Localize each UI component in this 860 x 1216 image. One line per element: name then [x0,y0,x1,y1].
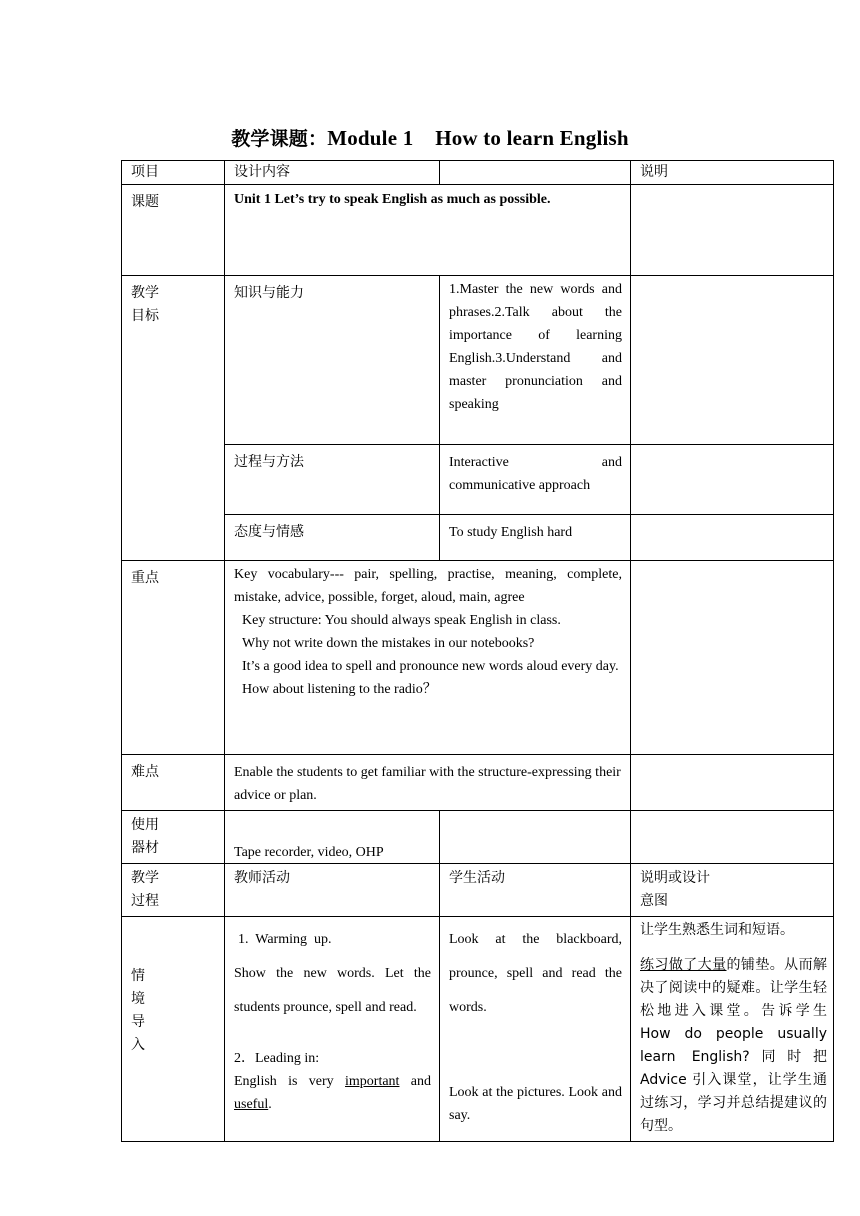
intro-teacher-activity [225,917,440,1142]
warming-up-step: 1. Warming up. [238,932,332,947]
header-note: 说明 [631,161,834,185]
process-method-text: Interactive and communicative approach [440,445,631,515]
intro-label [122,917,225,1142]
intro-char-3: 导 [131,1013,145,1030]
attitude-text: To study English hard [440,515,631,561]
goals-label-2: 目标 [131,308,159,324]
header-item: 项目 [122,161,225,185]
key-points-note [631,561,834,755]
key-vocabulary: Key vocabulary--- pair, spelling, practise, meaning, complete, mistake, advice, possible, forget, aloud, main, agree [234,567,622,605]
topic-row [122,185,834,276]
word-useful: useful [234,1097,269,1112]
intro-note-body [640,957,827,1134]
process-header-row [122,864,834,917]
difficult-row [122,755,834,811]
intro-note-line1: 让学生熟悉生词和短语。 [640,922,794,938]
equipment-label-1: 使用 [131,817,159,833]
knowledge-label: 知识与能力 [225,276,440,445]
goals-label [122,276,225,561]
key-points-label: 重点 [122,561,225,755]
process-method-label: 过程与方法 [225,445,440,515]
intro-char-1: 情 [131,967,145,984]
knowledge-text [440,276,631,445]
lesson-plan-table [121,160,834,1142]
key-sentence-3: How about listening to the radio？ [242,682,437,697]
attitude-label: 态度与情感 [225,515,440,561]
header-empty [440,161,631,185]
intro-char-2: 境 [131,990,145,1007]
equipment-empty [440,811,631,864]
difficult-note [631,755,834,811]
note-design-1: 说明或设计 [640,870,710,886]
warming-up-text: Show the new words. Let the students prounce, spell and read. [234,966,431,1015]
equipment-label-2: 器材 [131,840,159,856]
equipment-note [631,811,834,864]
key-points-row [122,561,834,755]
title-en: Module 1 How to learn English [327,126,629,150]
process-method-note [631,445,834,515]
intro-student-activity [440,917,631,1142]
leading-in-step: 2．Leading in: [234,1051,320,1066]
intro-note-underlined: 练习做了大量 [640,957,727,973]
student-step-2: Look at the pictures. Look and say. [449,1085,622,1123]
attitude-note [631,515,834,561]
key-sentence-1: Why not write down the mistakes in our notebooks? [242,636,535,651]
topic-label: 课题 [122,185,225,276]
topic-note [631,185,834,276]
difficult-label: 难点 [122,755,225,811]
teacher-activity-header: 教师活动 [225,864,440,917]
key-points-body [225,561,631,755]
header-content: 设计内容 [225,161,440,185]
title-cn: 教学课题： [231,128,328,150]
note-design-2: 意图 [640,893,668,909]
leading-in-text [234,1070,431,1093]
leading-in-text-a: English is very [234,1074,346,1089]
process-label [122,864,225,917]
equipment-text: Tape recorder, video, OHP [225,811,440,864]
process-label-2: 过程 [131,893,159,909]
note-design-header [631,864,834,917]
key-sentence-2: It’s a good idea to spell and pronounce new words aloud every day. [242,659,619,674]
leading-in-and: and [399,1074,432,1089]
page-title [0,124,860,151]
intro-char-4: 入 [131,1036,145,1053]
leading-in-text-2 [234,1093,431,1116]
key-structure: Key structure: You should always speak English in class. [242,613,561,628]
header-row [122,161,834,185]
goals-label-1: 教学 [131,285,159,301]
difficult-text: Enable the students to get familiar with the structure-expressing their advice or plan. [225,755,631,811]
leading-in-end: . [268,1097,272,1112]
goals-knowledge-row [122,276,834,445]
student-activity-header: 学生活动 [440,864,631,917]
unit-title: Unit 1 Let’s try to speak English as much as possible. [225,185,631,276]
equipment-row [122,811,834,864]
intro-row [122,917,834,1142]
intro-note [631,917,834,1142]
knowledge-text-body: 1.Master the new words and phrases.2.Talk about the importance of learning English.3.Understand and master pronunciation and speaking [449,282,622,412]
process-label-1: 教学 [131,870,159,886]
word-important: important [345,1074,400,1089]
goals-attitude-row [122,515,834,561]
equipment-label [122,811,225,864]
knowledge-note [631,276,834,445]
student-step-1: Look at the blackboard, prounce, spell and read the words. [449,932,622,1015]
intro-note-rest: 的铺垫。从而解决了阅读中的疑难。让学生轻松地进入课堂。告诉学生 How do people usually learn English?同时把 Advice 引入课堂，让学生通过练习，学习并总结提建议的句型。 [640,957,827,1134]
goals-process-row [122,445,834,515]
